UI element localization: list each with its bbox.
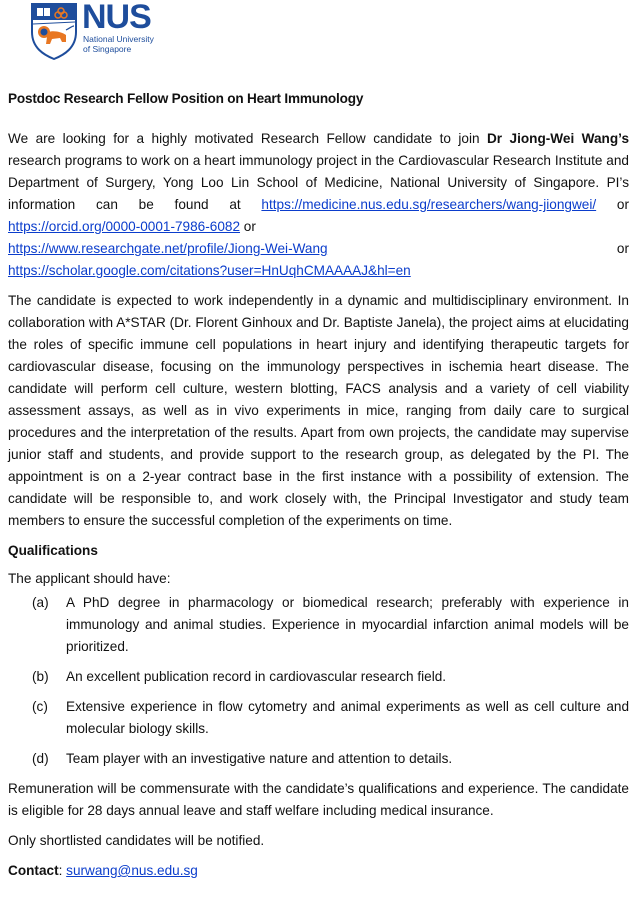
qualification-marker: (b): [32, 669, 49, 684]
nus-crest-icon: [30, 2, 78, 60]
qualification-text: Extensive experience in flow cytometry and animal experiments as well as cell culture and molecular biology skills.: [66, 699, 629, 736]
qualifications-heading: Qualifications: [8, 543, 98, 558]
notice-paragraph: Only shortlisted candidates will be notified.: [8, 833, 265, 848]
link-researchgate[interactable]: https://www.researchgate.net/profile/Jiong-Wei-Wang: [8, 241, 328, 256]
qualification-text: An excellent publication record in cardiovascular research field.: [66, 669, 447, 684]
link-google-scholar[interactable]: https://scholar.google.com/citations?user=HnUqhCMAAAAJ&hl=en: [8, 263, 411, 278]
qualifications-lead: The applicant should have:: [8, 571, 171, 586]
nus-logo: [30, 2, 170, 62]
remuneration-paragraph: Remuneration will be commensurate with the candidate’s qualifications and experience. The candidate is eligible for 28 days annual leave and staff welfare including medical insurance.: [8, 781, 629, 818]
qualification-item: [8, 696, 629, 740]
job-posting: [8, 88, 629, 890]
qualification-item: [8, 666, 629, 688]
link-nus-profile[interactable]: https://medicine.nus.edu.sg/researchers/wang-jiongwei/: [261, 197, 597, 212]
qualification-marker: (c): [32, 699, 48, 714]
qualification-item: [8, 592, 629, 658]
nus-subtitle: [83, 34, 154, 54]
pi-name: Dr Jiong-Wei Wang’s: [486, 131, 629, 146]
qualification-text: A PhD degree in pharmacology or biomedical research; preferably with experience in immunology and animal studies. Experience in myocardial infarction animal models will be prioritized.: [66, 595, 629, 654]
contact-email-link[interactable]: surwang@nus.edu.sg: [66, 863, 198, 878]
researchgate-line: [8, 238, 629, 260]
qualification-text: Team player with an investigative nature and attention to details.: [66, 751, 453, 766]
or-text-3: or: [616, 241, 629, 256]
intro-text-1: We are looking for a highly motivated Research Fellow candidate to join: [8, 131, 487, 146]
qualifications-list: [8, 592, 629, 770]
nus-subtitle-line2: of Singapore: [83, 44, 132, 54]
qualification-item: [8, 748, 629, 770]
page-title: Postdoc Research Fellow Position on Heart Immunology: [8, 91, 364, 106]
or-text-1: or: [616, 197, 629, 212]
or-text-2: or: [243, 219, 256, 234]
qualification-marker: (d): [32, 751, 49, 766]
nus-subtitle-line1: National University: [83, 34, 154, 44]
contact-line: [8, 860, 629, 882]
intro-text-2: research programs to work on a heart immunology project in the Cardiovascular Research Institute and Department of Surgery, Yong Loo Lin School of Medicine, National University of Singapore. PI’s information can be found at: [8, 153, 629, 212]
description-paragraph: The candidate is expected to work independently in a dynamic and multidisciplinary environment. In collaboration with A*STAR (Dr. Florent Ginhoux and Dr. Baptiste Janela), the project aims at elucidating the roles of specific immune cell populations in heart injury and identifying therapeutic targets for cardiovascular disease, focusing on the immunology perspectives in ischemia heart disease. The candidate will perform cell culture, western blotting, FACS analysis and a variety of cell viability assessment assays, as well as in vivo experiments in mice, ranging from daily care to surgical procedures and the interpretation of the results. Apart from own projects, the candidate may supervise junior staff and students, and provide support to the research group, as delegated by the PI. The appointment is on a 2-year contract base in the first instance with a possibility of extension. The candidate will be responsible to, and work closely with, the Principal Investigator and study team members to ensure the successful completion of the experiments on time.: [8, 293, 629, 528]
intro-paragraph: [8, 128, 629, 282]
nus-wordmark: NUS: [82, 0, 151, 36]
contact-separator: :: [58, 863, 67, 878]
qualification-marker: (a): [32, 595, 49, 610]
link-orcid[interactable]: https://orcid.org/0000-0001-7986-6082: [8, 219, 241, 234]
contact-label: Contact: [8, 863, 59, 878]
